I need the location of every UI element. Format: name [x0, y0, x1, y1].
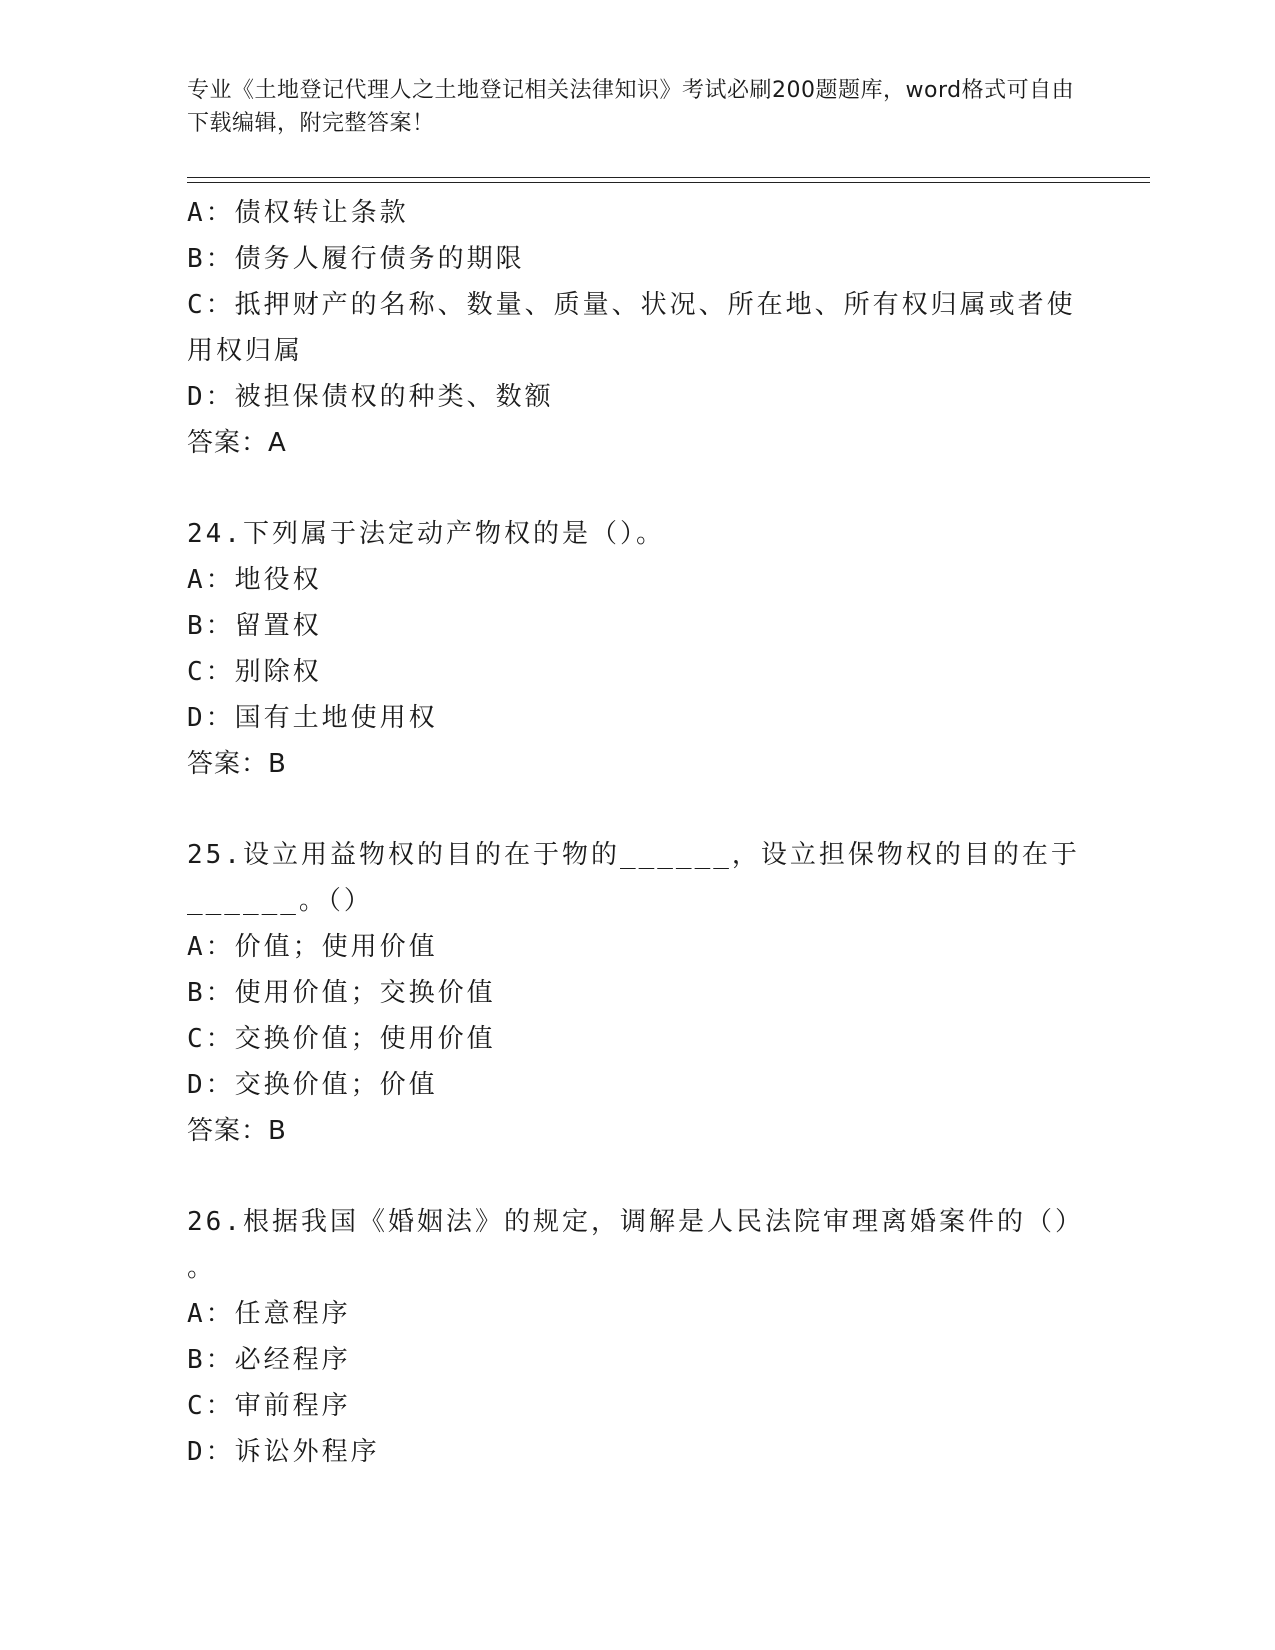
- question-25-answer: 答案：B: [187, 1116, 287, 1146]
- spacer: [187, 787, 1067, 832]
- question-26-option-d: D：诉讼外程序: [187, 1437, 380, 1467]
- spacer: [187, 1154, 1067, 1199]
- option-c-continued: 用权归属: [187, 336, 304, 366]
- header-rule-top: [187, 177, 1150, 178]
- question-25-option-c: C：交换价值；使用价值: [187, 1024, 496, 1054]
- header-rule-bottom: [187, 182, 1150, 183]
- question-26-option-c: C：审前程序: [187, 1391, 351, 1421]
- question-26-stem-continued: 。: [187, 1253, 217, 1283]
- option-b: B：债务人履行债务的期限: [187, 244, 525, 274]
- question-24-option-b: B：留置权: [187, 611, 322, 641]
- question-25-option-a: A：价值；使用价值: [187, 932, 438, 962]
- question-26-stem: 26.根据我国《婚姻法》的规定，调解是人民法院审理离婚案件的（）: [187, 1207, 1084, 1237]
- question-24-option-c: C：别除权: [187, 657, 322, 687]
- question-24-option-a: A：地役权: [187, 565, 322, 595]
- question-24-stem: 24.下列属于法定动产物权的是（）。: [187, 519, 665, 549]
- option-d: D：被担保债权的种类、数额: [187, 382, 554, 412]
- option-a: A：债权转让条款: [187, 198, 409, 228]
- question-25-option-d: D：交换价值；价值: [187, 1070, 438, 1100]
- question-24-answer: 答案：B: [187, 749, 287, 779]
- question-26-option-a: A：任意程序: [187, 1299, 351, 1329]
- question-24-option-d: D：国有土地使用权: [187, 703, 438, 733]
- option-c: C：抵押财产的名称、数量、质量、状况、所在地、所有权归属或者使: [187, 290, 1076, 320]
- document-header: 专业《土地登记代理人之土地登记相关法律知识》考试必刷200题题库，word格式可自由下载编辑，附完整答案！: [187, 78, 1075, 136]
- question-25-option-b: B：使用价值；交换价值: [187, 978, 496, 1008]
- question-26-option-b: B：必经程序: [187, 1345, 351, 1375]
- question-25-stem-continued: ______。（）: [187, 886, 373, 916]
- question-content: [187, 190, 1084, 1475]
- question-25-stem: 25.设立用益物权的目的在于物的______，设立担保物权的目的在于: [187, 840, 1080, 870]
- spacer: [187, 466, 1067, 511]
- answer-label: 答案：A: [187, 428, 287, 458]
